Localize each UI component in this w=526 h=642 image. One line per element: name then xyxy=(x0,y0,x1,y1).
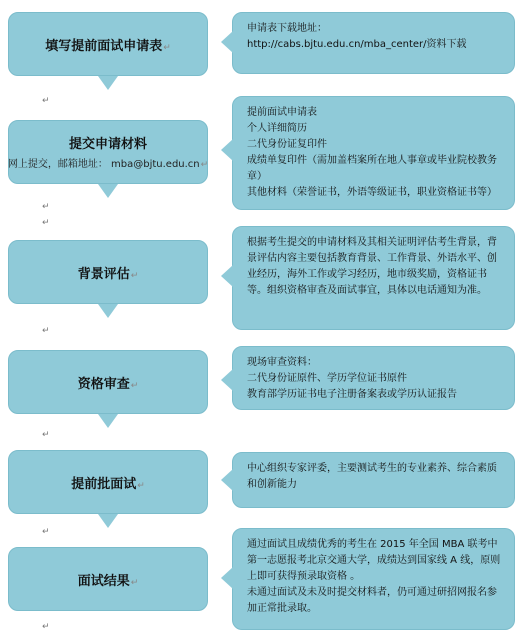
paragraph-mark: ↵ xyxy=(42,430,50,440)
info-line: 二代身份证复印件 xyxy=(247,139,327,150)
step-title: 背景评估 xyxy=(77,266,130,282)
step-title: 提交申请材料 xyxy=(68,137,147,152)
step-box: 资格审查↵ xyxy=(8,350,208,414)
step-box: 提前批面试↵ xyxy=(8,450,208,514)
step-box: 填写提前面试申请表↵ xyxy=(8,12,208,76)
info-line: 根据考生提交的申请材料及其相关证明评估考生背景，背景评估内容主要包括教育背景、工作背景、外语水平、创业经历，海外工作或学习经历，地市级奖励，资格证书等。组织资格审查及面试事宜，具体以电话通知为准。 xyxy=(247,237,497,296)
info-line: 二代身份证原件、学历学位证书原件 xyxy=(247,373,407,384)
info-line: 其他材料（荣誉证书，外语等级证书，职业资格证书等） xyxy=(247,187,497,198)
down-arrow-icon xyxy=(98,304,118,318)
down-arrow-icon xyxy=(98,414,118,428)
step-box: 面试结果↵ xyxy=(8,547,208,611)
info-qualification-review xyxy=(232,346,515,410)
step-box: 背景评估↵ xyxy=(8,240,208,304)
info-line: 现场审查资料： xyxy=(247,357,317,368)
info-line: 成绩单复印件（需加盖档案所在地人事章或毕业院校教务章） xyxy=(247,155,497,182)
step-title: 面试结果 xyxy=(77,573,130,589)
info-line: 通过面试且成绩优秀的考生在 2015 年全国 MBA 联考中第一志愿报考北京交通大学，成绩达到国家线 A 线，原则上即可获得预录取资格 。 xyxy=(247,539,501,582)
paragraph-mark: ↵ xyxy=(42,96,50,106)
info-required-materials xyxy=(232,96,515,210)
info-line: 个人详细简历 xyxy=(247,123,307,134)
info-line: 提前面试申请表 xyxy=(247,107,317,118)
info-line: 中心组织专家评委，主要测试考生的专业素养、综合素质和创新能力 xyxy=(247,463,497,490)
info-download-address xyxy=(232,12,515,74)
step-subtitle: 网上提交，邮箱地址： mba@bjtu.edu.cn xyxy=(7,159,200,170)
step-title: 资格审查 xyxy=(77,376,130,392)
down-arrow-icon xyxy=(98,76,118,90)
paragraph-mark: ↵ xyxy=(42,218,50,228)
paragraph-mark: ↵ xyxy=(42,622,50,632)
down-arrow-icon xyxy=(98,514,118,528)
down-arrow-icon xyxy=(98,184,118,198)
info-line: 教育部学历证书电子注册备案表或学历认证报告 xyxy=(247,389,457,400)
step-title: 填写提前面试申请表 xyxy=(45,38,163,54)
info-line: 未通过面试及未及时提交材料者，仍可通过研招网报名参加正常批录取。 xyxy=(247,587,497,614)
paragraph-mark: ↵ xyxy=(42,326,50,336)
download-url: http://cabs.bjtu.edu.cn/mba_center/资料下载 xyxy=(247,39,467,50)
step-box: 提交申请材料 网上提交，邮箱地址： mba@bjtu.edu.cn↵ xyxy=(8,120,208,184)
info-line: 申请表下载地址： xyxy=(247,23,327,34)
paragraph-mark: ↵ xyxy=(42,202,50,212)
paragraph-mark: ↵ xyxy=(42,527,50,537)
info-early-interview xyxy=(232,452,515,508)
info-interview-result xyxy=(232,528,515,630)
step-title: 提前批面试 xyxy=(71,476,137,492)
info-background-assessment xyxy=(232,226,515,330)
